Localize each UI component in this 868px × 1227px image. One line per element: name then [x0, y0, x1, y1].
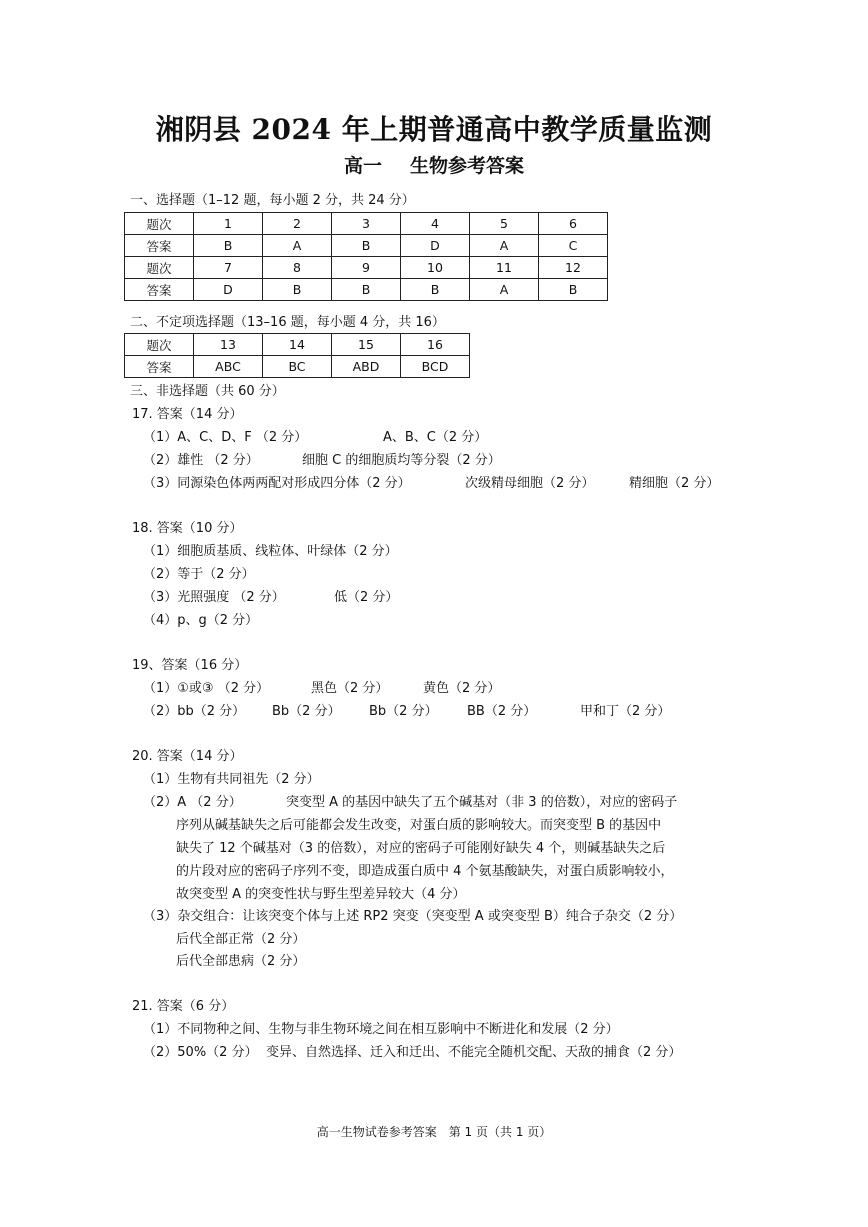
page-footer: 高一生物试卷参考答案 第 1 页（共 1 页） — [316, 1125, 552, 1139]
q20-answer-2c: 序列从碱基缺失之后可能都会发生改变，对蛋白质的影响较大。而突变型 B 的基因中 — [176, 818, 662, 833]
table-cell: 5 — [470, 213, 539, 235]
q21-answer-2b: 变异、自然选择、迁入和迁出、不能完全随机交配、天敌的捕食（2 分） — [266, 1045, 682, 1060]
section2-answer-table — [124, 333, 470, 378]
table-cell: 答案 — [125, 356, 194, 378]
table-cell: B — [263, 279, 332, 301]
section3-heading: 三、非选择题（共 60 分） — [130, 384, 285, 399]
q19-answer-1c: 黄色（2 分） — [423, 681, 501, 696]
q18-heading: 18. 答案（10 分） — [132, 521, 243, 536]
q20-answer-3c: 后代全部患病（2 分） — [176, 954, 306, 969]
table-cell: 6 — [539, 213, 608, 235]
table-cell: 12 — [539, 257, 608, 279]
q17-answer-2a: （2）雄性 （2 分） — [143, 453, 259, 468]
table-cell: 8 — [263, 257, 332, 279]
q20-answer-3a: （3）杂交组合：让该突变个体与上述 RP2 突变（突变型 A 或突变型 B）纯合子杂交（2 分） — [143, 909, 683, 924]
q19-answer-2b: Bb（2 分） — [272, 704, 341, 719]
q17-answer-3b: 次级精母细胞（2 分） — [465, 476, 595, 491]
q19-answer-2e: 甲和丁（2 分） — [580, 704, 671, 719]
table-cell: ABD — [332, 356, 401, 378]
table-cell: 答案 — [125, 235, 194, 257]
table-cell: 11 — [470, 257, 539, 279]
table-cell: 题次 — [125, 257, 194, 279]
table-cell: 题次 — [125, 334, 194, 356]
q19-answer-2d: BB（2 分） — [467, 704, 537, 719]
q19-heading: 19、答案（16 分） — [132, 658, 248, 673]
table-cell: 15 — [332, 334, 401, 356]
table-cell: B — [539, 279, 608, 301]
q18-answer-3b: 低（2 分） — [334, 590, 399, 605]
q20-answer-2f: 故突变型 A 的突变性状与野生型差异较大（4 分） — [176, 887, 466, 902]
q19-answer-2c: Bb（2 分） — [369, 704, 438, 719]
table-cell: 14 — [263, 334, 332, 356]
q19-answer-1b: 黑色（2 分） — [311, 681, 389, 696]
q20-answer-2d: 缺失了 12 个碱基对（3 的倍数），对应的密码子可能刚好缺失 4 个，则碱基缺失之后 — [176, 841, 666, 856]
q17-answer-3c: 精细胞（2 分） — [629, 476, 720, 491]
q20-answer-2a: （2）A （2 分） — [143, 795, 242, 810]
section1-heading: 一、选择题（1–12 题，每小题 2 分，共 24 分） — [130, 193, 415, 208]
table-row — [125, 334, 470, 356]
table-cell: 1 — [194, 213, 263, 235]
section1-answer-table — [124, 212, 608, 301]
q17-heading: 17. 答案（14 分） — [132, 407, 243, 422]
table-cell: B — [194, 235, 263, 257]
q19-answer-1a: （1）①或③ （2 分） — [143, 681, 270, 696]
q18-answer-1: （1）细胞质基质、线粒体、叶绿体（2 分） — [143, 544, 398, 559]
q17-answer-2b: 细胞 C 的细胞质均等分裂（2 分） — [302, 453, 501, 468]
q17-answer-1b: A、B、C（2 分） — [383, 430, 488, 445]
table-cell: BC — [263, 356, 332, 378]
table-cell: ABC — [194, 356, 263, 378]
q17-answer-3a: （3）同源染色体两两配对形成四分体（2 分） — [143, 476, 411, 491]
table-cell: 3 — [332, 213, 401, 235]
table-cell: B — [332, 279, 401, 301]
q20-answer-3b: 后代全部正常（2 分） — [176, 932, 306, 947]
table-cell: B — [332, 235, 401, 257]
table-cell: 题次 — [125, 213, 194, 235]
table-cell: 16 — [401, 334, 470, 356]
q20-heading: 20. 答案（14 分） — [132, 749, 243, 764]
table-cell: 答案 — [125, 279, 194, 301]
q20-answer-1: （1）生物有共同祖先（2 分） — [143, 772, 320, 787]
document-title: 湘阴县 2024 年上期普通高中教学质量监测 — [155, 113, 713, 146]
table-cell: A — [263, 235, 332, 257]
table-cell: 13 — [194, 334, 263, 356]
table-cell: C — [539, 235, 608, 257]
table-cell: B — [401, 279, 470, 301]
table-cell: 4 — [401, 213, 470, 235]
table-cell: 2 — [263, 213, 332, 235]
table-cell: 7 — [194, 257, 263, 279]
table-cell: 10 — [401, 257, 470, 279]
table-row — [125, 257, 608, 279]
q18-answer-4: （4）p、g（2 分） — [143, 613, 259, 628]
table-row — [125, 213, 608, 235]
q18-answer-2: （2）等于（2 分） — [143, 567, 255, 582]
table-cell: D — [401, 235, 470, 257]
table-row — [125, 356, 470, 378]
document-subtitle — [0, 151, 868, 178]
q21-answer-2a: （2）50%（2 分） — [143, 1045, 258, 1060]
table-cell: A — [470, 235, 539, 257]
table-row — [125, 235, 608, 257]
table-cell: BCD — [401, 356, 470, 378]
q18-answer-3a: （3）光照强度 （2 分） — [143, 590, 285, 605]
table-cell: D — [194, 279, 263, 301]
subtitle-grade: 高一 — [343, 155, 382, 177]
q19-answer-2a: （2）bb（2 分） — [143, 704, 246, 719]
q20-answer-2b: 突变型 A 的基因中缺失了五个碱基对（非 3 的倍数），对应的密码子 — [286, 795, 678, 810]
subtitle-subject: 生物参考答案 — [410, 155, 525, 177]
q21-heading: 21. 答案（6 分） — [132, 999, 235, 1014]
q20-answer-2e: 的片段对应的密码子序列不变，即造成蛋白质中 4 个氨基酸缺失，对蛋白质影响较小， — [176, 864, 674, 879]
q21-answer-1: （1）不同物种之间、生物与非生物环境之间在相互影响中不断进化和发展（2 分） — [143, 1022, 619, 1037]
table-cell: A — [470, 279, 539, 301]
q17-answer-1a: （1）A、C、D、F （2 分） — [143, 430, 308, 445]
table-cell: 9 — [332, 257, 401, 279]
section2-heading: 二、不定项选择题（13–16 题，每小题 4 分，共 16） — [130, 315, 445, 330]
table-row — [125, 279, 608, 301]
